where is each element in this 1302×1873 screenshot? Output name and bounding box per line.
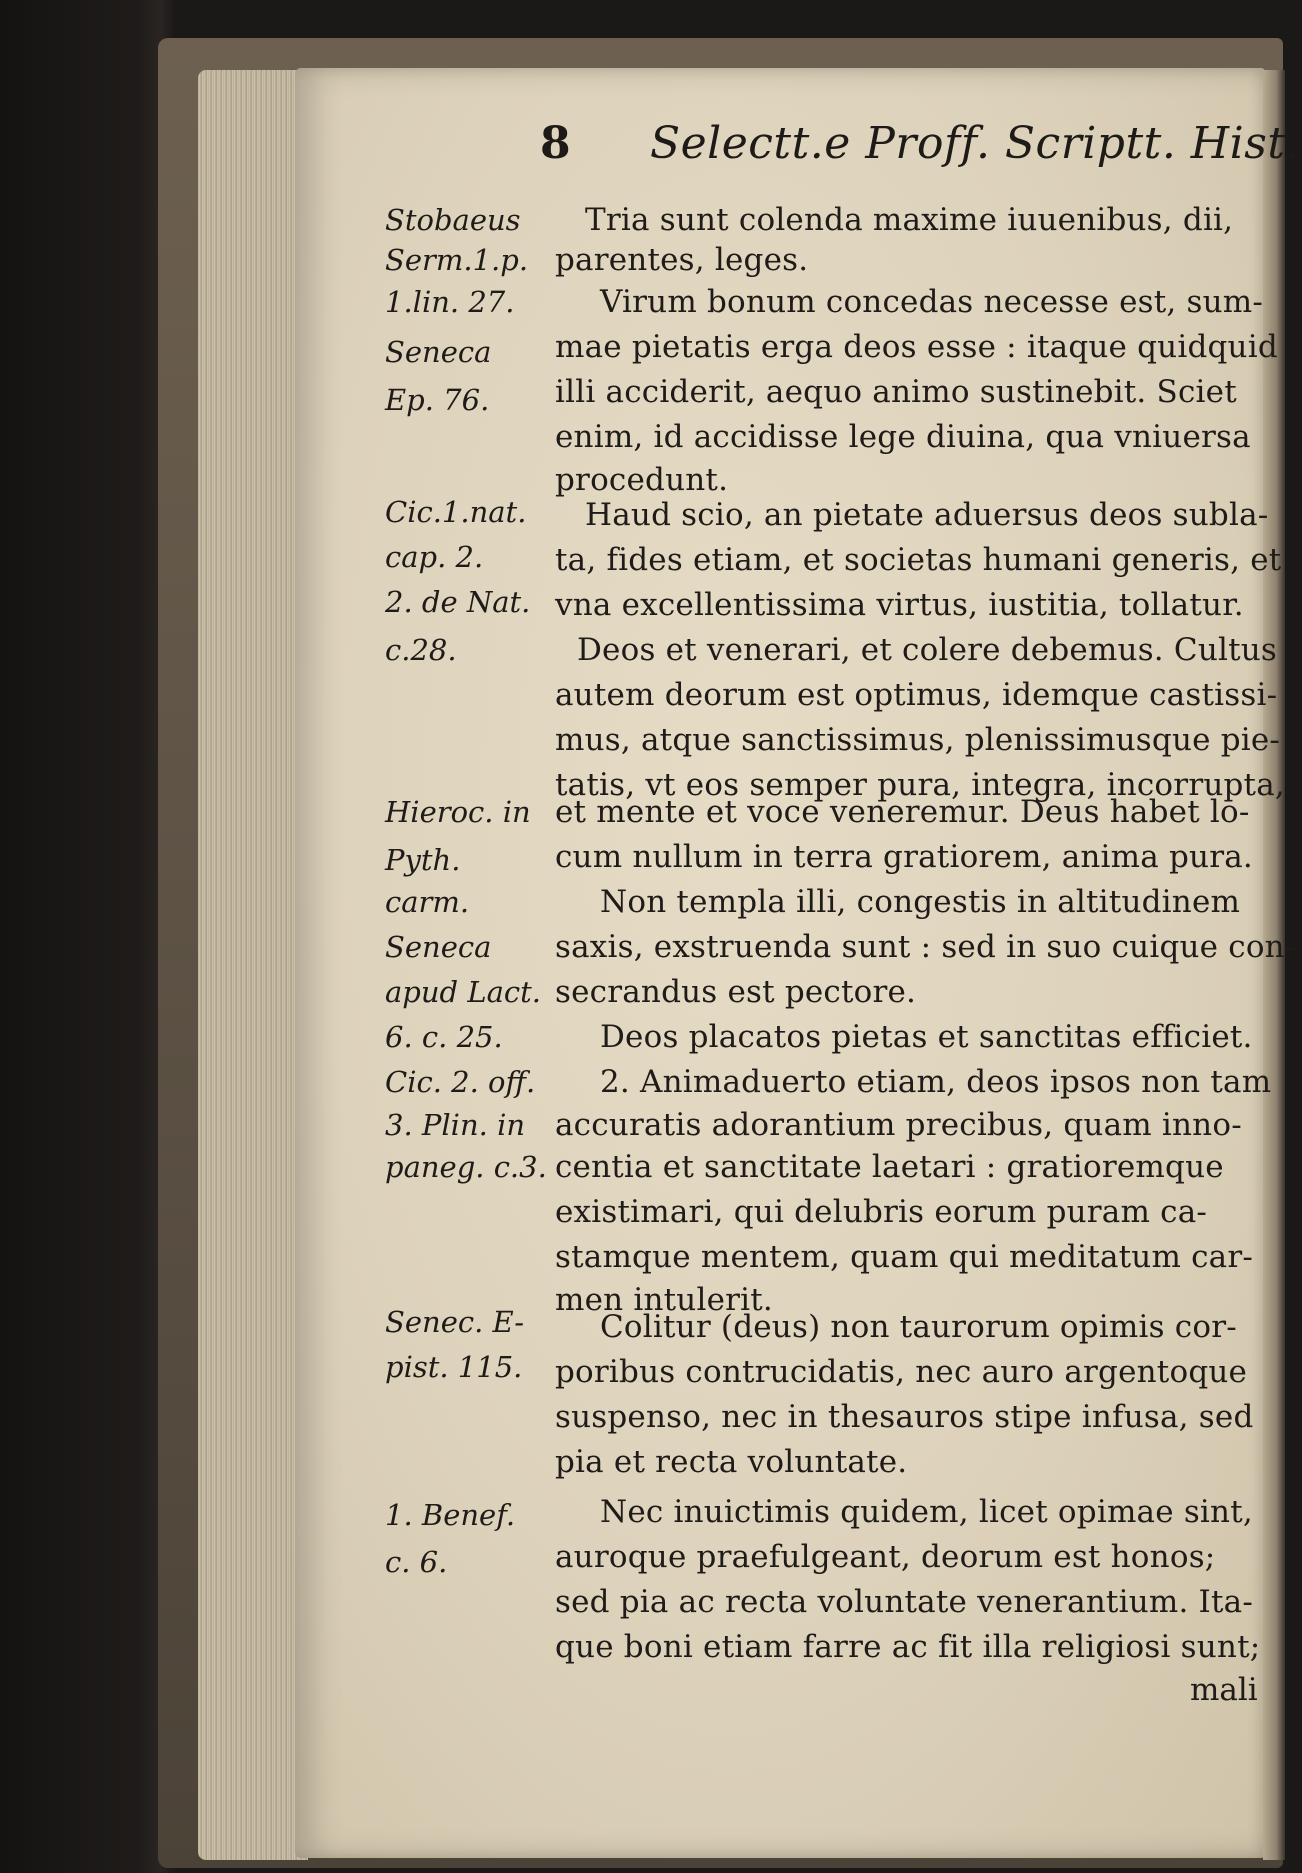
text-line: Virum bonum concedas necesse est, sum- <box>600 284 1264 320</box>
text-line: 2. Animaduerto etiam, deos ipsos non tam <box>600 1064 1272 1100</box>
margin-note: Hieroc. in <box>385 795 531 829</box>
text-line: existimari, qui delubris eorum puram ca- <box>555 1194 1208 1230</box>
text-line: mus, atque sanctissimus, plenissimusque pie- <box>555 722 1281 758</box>
running-head <box>0 118 1302 168</box>
margin-note: Ep. 76. <box>385 383 490 417</box>
running-title: Selectt.e Proff. Scriptt. Hist. <box>650 118 1300 169</box>
text-line: centia et sanctitate laetari : gratioremque <box>555 1149 1224 1185</box>
text-line: Tria sunt colenda maxime iuuenibus, dii, <box>585 202 1234 238</box>
margin-note: Seneca <box>385 335 492 369</box>
text-line: Deos et venerari, et colere debemus. Cultus <box>577 632 1278 668</box>
text-line: secrandus est pectore. <box>555 974 917 1010</box>
text-line: ta, fides etiam, et societas humani generis, et <box>555 542 1282 578</box>
text-line: tatis, vt eos semper pura, integra, incorrupta, <box>555 767 1285 803</box>
margin-note: carm. <box>385 885 470 919</box>
text-line: poribus contrucidatis, nec auro argentoque <box>555 1354 1248 1390</box>
margin-note: Serm.1.p. <box>385 243 529 277</box>
text-line: stamque mentem, quam qui meditatum car- <box>555 1239 1254 1275</box>
margin-note: 6. c. 25. <box>385 1020 503 1054</box>
margin-note: 2. de Nat. <box>385 585 531 619</box>
margin-note: Stobaeus <box>385 203 521 237</box>
text-line: illi acciderit, aequo animo sustinebit. Sciet <box>555 374 1237 410</box>
text-line: men intulerit. <box>555 1282 773 1318</box>
text-line: accuratis adorantium precibus, quam inno- <box>555 1107 1242 1143</box>
margin-note: Pyth. <box>385 843 461 877</box>
margin-note: cap. 2. <box>385 540 484 574</box>
margin-note: 1.lin. 27. <box>385 285 515 319</box>
margin-note: 1. Benef. <box>385 1498 516 1532</box>
text-line: et mente et voce veneremur. Deus habet lo- <box>555 794 1250 830</box>
text-line: Nec inuictimis quidem, licet opimae sint, <box>600 1494 1253 1530</box>
margin-note: apud Lact. <box>385 975 541 1009</box>
margin-note: Cic. 2. off. <box>385 1065 536 1099</box>
margin-note: c.28. <box>385 633 457 667</box>
text-line: autem deorum est optimus, idemque castissi- <box>555 677 1278 713</box>
text-line: Non templa illi, congestis in altitudinem <box>600 884 1241 920</box>
text-line: enim, id accidisse lege diuina, qua vniuersa <box>555 419 1251 455</box>
text-line: auroque praefulgeant, deorum est honos; <box>555 1539 1216 1575</box>
text-line: Deos placatos pietas et sanctitas efficiet. <box>600 1019 1253 1055</box>
margin-note: Senec. E- <box>385 1305 525 1339</box>
margin-note: pist. 115. <box>385 1350 523 1384</box>
margin-note: 3. Plin. in <box>385 1108 526 1142</box>
page-number: 8 <box>540 118 571 169</box>
text-line: Colitur (deus) non taurorum opimis cor- <box>600 1309 1237 1345</box>
text-line: saxis, exstruenda sunt : sed in suo cuique con- <box>555 929 1296 965</box>
text-line: pia et recta voluntate. <box>555 1444 908 1480</box>
margin-note: Cic.1.nat. <box>385 495 527 529</box>
margin-note: paneg. c.3. <box>385 1150 547 1184</box>
text-line: cum nullum in terra gratiorem, anima pura. <box>555 839 1253 875</box>
text-line: que boni etiam farre ac fit illa religiosi sunt; <box>555 1629 1261 1665</box>
text-line: sed pia ac recta voluntate venerantium. Ita- <box>555 1584 1254 1620</box>
text-line: vna excellentissima virtus, iustitia, tollatur. <box>555 587 1244 623</box>
margin-note: Seneca <box>385 930 492 964</box>
text-line: procedunt. <box>555 462 729 498</box>
catchword: mali <box>1190 1672 1258 1708</box>
margin-note: c. 6. <box>385 1545 448 1579</box>
text-line: parentes, leges. <box>555 242 809 278</box>
page-edges <box>198 70 308 1860</box>
text-line: Haud scio, an pietate aduersus deos subla- <box>585 497 1269 533</box>
text-line: suspenso, nec in thesauros stipe infusa, sed <box>555 1399 1254 1435</box>
text-line: mae pietatis erga deos esse : itaque quidquid <box>555 329 1278 365</box>
